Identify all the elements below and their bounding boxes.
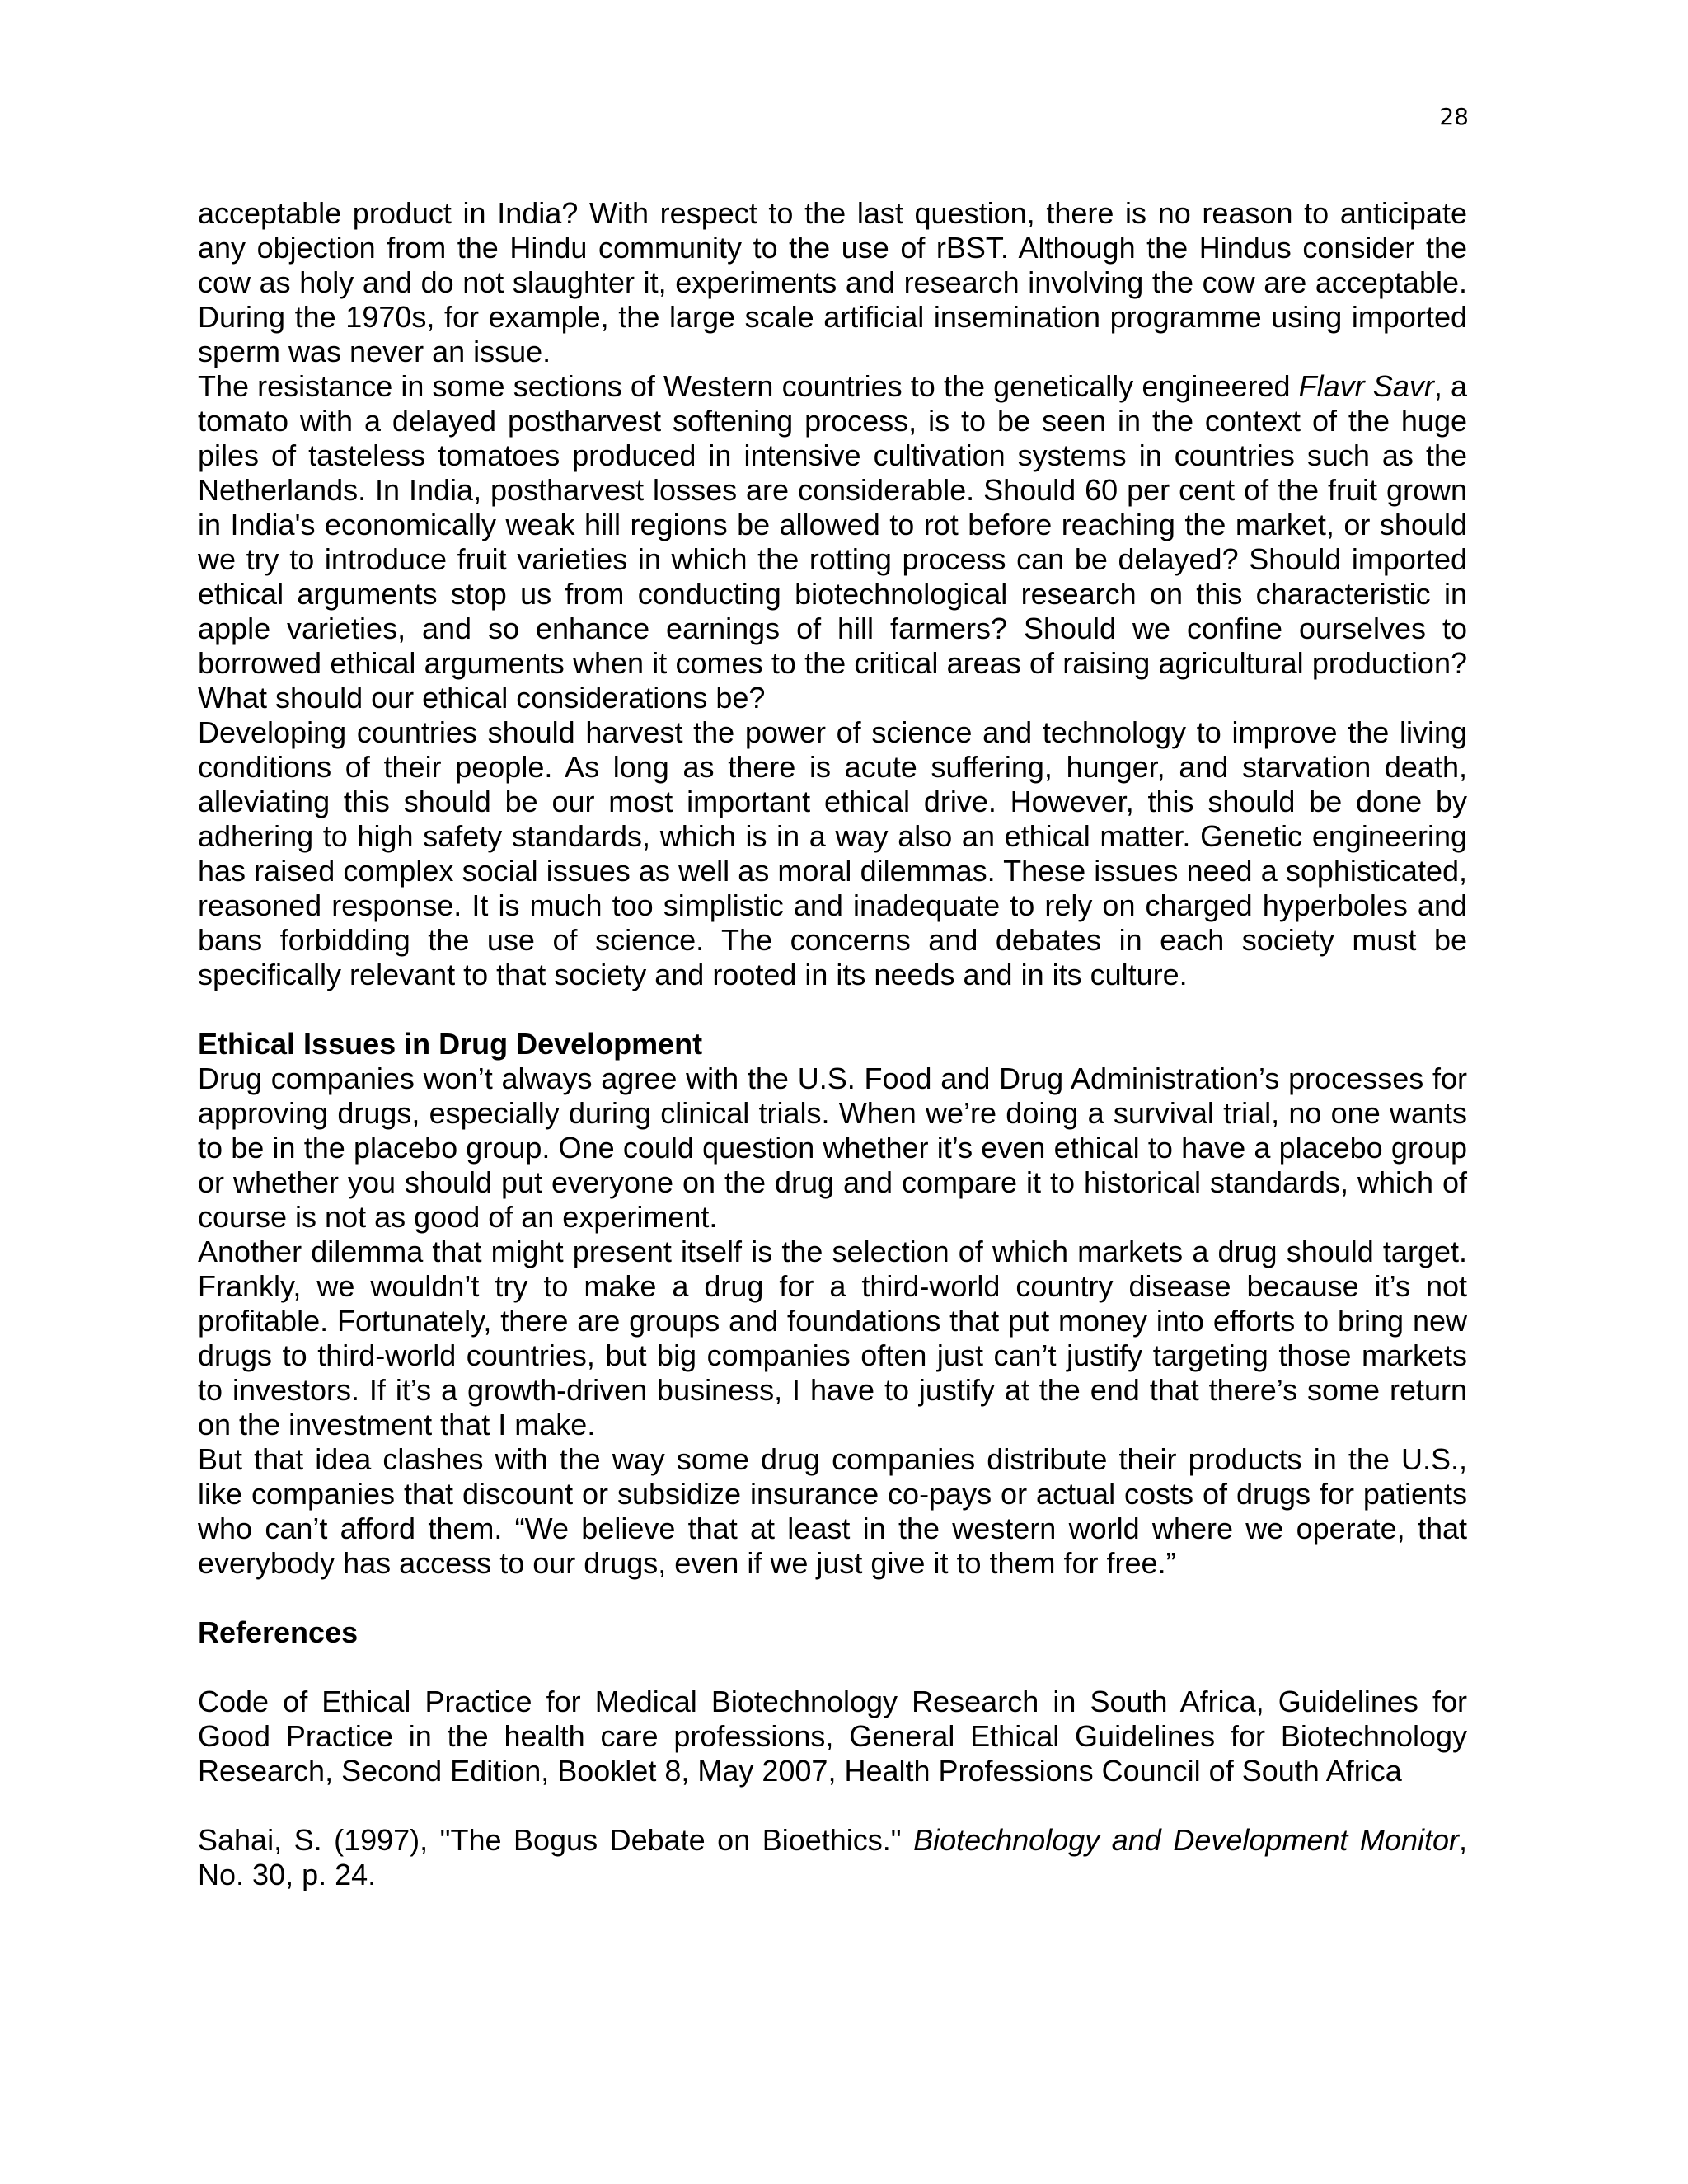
paragraph-developing-countries: Developing countries should harvest the power of science and technology to improve the living conditions of their people. As long as there is acute suffering, hunger, and starvation death, alleviating this should be our most important ethical drive. However, this should be done by adhering to high safety standards, which is in a way also an ethical matter. Genetic engineering has raised complex social issues as well as moral dilemmas. These issues need a sophisticated, reasoned response. It is much too simplistic and inadequate to rely on charged hyperboles and bans forbidding the use of science. The concerns and debates in each society must be specifically relevant to that society and rooted in its needs and in its culture.: [198, 715, 1467, 991]
paragraph-rbst-india: acceptable product in India? With respect to the last question, there is no reason to anticipate any objection from the Hindu community to the use of rBST. Although the Hindus consider the cow as holy and do not slaughter it, experiments and research involving the cow are acceptable. During the 1970s, for example, the large scale artificial insemination programme using imported sperm was never an issue.: [198, 196, 1467, 368]
paragraph-fda-trials: Drug companies won’t always agree with the U.S. Food and Drug Administration’s processes for approving drugs, especially during clinical trials. When we’re doing a survival trial, no one wants to be in the placebo group. One could question whether it’s even ethical to have a placebo group or whether you should put everyone on the drug and compare it to historical standards, which of course is not as good of an experiment.: [198, 1062, 1467, 1234]
paragraph-market-selection: Another dilemma that might present itself is the selection of which markets a drug should target. Frankly, we wouldn’t try to make a drug for a third-world country disease because it’s not profitable. Fortunately, there are groups and foundations that put money into efforts to bring new drugs to third-world countries, but big companies often just can’t justify targeting those markets to investors. If it’s a growth-driven business, I have to justify at the end that there’s some return on the investment that I make.: [198, 1235, 1467, 1441]
section-heading: Ethical Issues in Drug Development: [198, 1027, 703, 1061]
product-name-italic: Flavr Savr: [1298, 369, 1434, 403]
page-number: 28: [1439, 103, 1469, 130]
paragraph-text: The resistance in some sections of Western countries to the genetically engineered: [198, 369, 1299, 403]
paragraph-text: , a tomato with a delayed postharvest softening process, is to be seen in the context of the huge piles of tasteless tomatoes produced in intensive cultivation systems in countries such as the Netherlands. In India, postharvest losses are considerable. Should 60 per cent of the fruit grown in India's economically weak hill regions be allowed to rot before reaching the market, or should we try to introduce fruit varieties in which the rotting process can be delayed? Should imported ethical arguments stop us from conducting biotechnological research on this characteristic in apple varieties, and so enhance earnings of hill farmers? Should we confine ourselves to borrowed ethical arguments when it comes to the critical areas of raising agricultural production? What should our ethical considerations be?: [198, 369, 1467, 715]
document-body: [198, 196, 1467, 1927]
reference-item: [198, 1823, 1467, 1892]
paragraph-flavr-savr: [198, 369, 1467, 715]
references-heading: References: [198, 1615, 359, 1649]
paragraph-drug-distribution: But that idea clashes with the way some drug companies distribute their products in the U.S., like companies that discount or subsidize insurance co-pays or actual costs of drugs for patients who can’t afford them. “We believe that at least in the western world where we operate, that everybody has access to our drugs, even if we just give it to them for free.”: [198, 1442, 1467, 1580]
reference-item: Code of Ethical Practice for Medical Biotechnology Research in South Africa, Guidelines for Good Practice in the health care professions, General Ethical Guidelines for Biotechnology Research, Second Edition, Booklet 8, May 2007, Health Professions Council of South Africa: [198, 1685, 1467, 1788]
journal-title-italic: Biotechnology and Development Monitor: [913, 1823, 1459, 1857]
reference-text: Sahai, S. (1997), "The Bogus Debate on Bioethics.": [198, 1823, 914, 1857]
reference-text: , No. 30, p. 24.: [198, 1823, 1467, 1891]
